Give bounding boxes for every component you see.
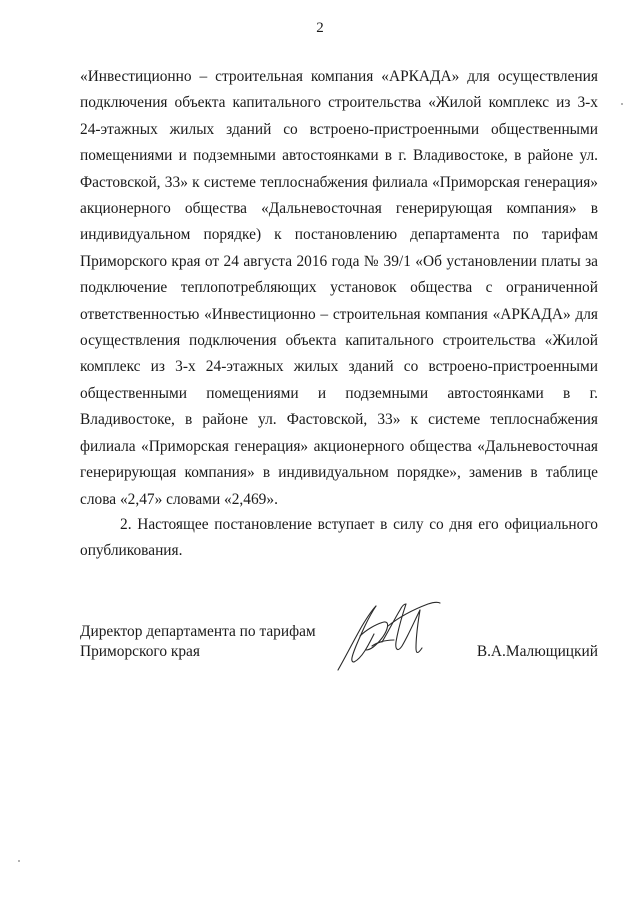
signatory-title-line-2: Приморского края — [80, 643, 200, 660]
signatory-name: В.А.Малющицкий — [476, 643, 598, 660]
handwritten-signature — [332, 596, 442, 676]
signatory-title-line-1: Директор департамента по тарифам — [80, 623, 316, 640]
page-number: 2 — [316, 20, 324, 36]
paragraph-2: 2. Настоящее постановление вступает в силу со дня его официального опубликования. — [80, 516, 598, 560]
scan-artifact — [18, 860, 20, 862]
paragraph-1 — [80, 64, 598, 513]
scan-artifact — [621, 103, 623, 105]
paragraph-1-text: «Инвестиционно – строительная компания «АРКАДА» для осуществления подключения объекта капитального строительства «Жилой комплекс из 3-х 24-этажных жилых зданий со встроено-пристроенными общественными помещениями и подземными автостоянками в г. Владивостоке, в районе ул. Фастовской, 33» к системе теплоснабжения филиала «Приморская генерация» акционерного общества «Дальневосточная генерирующая компания» в индивидуальном порядке) к постановлению департамента по тарифам Приморского края от 24 августа 2016 года № 39/1 «Об установлении платы за подключение теплопотребляющих установок общества с ограниченной ответственностью «Инвестиционно – строительная компания «АРКАДА» для осуществления подключения объекта капитального строительства «Жилой комплекс из 3-х 24-этажных жилых зданий со встроено-пристроенными общественными помещениями и подземными автостоянками в г. Владивостоке, в районе ул. Фастовской, 33» к системе теплоснабжения филиала «Приморская генерация» акционерного общества «Дальневосточная генерирующая компания» в индивидуальном порядке», заменив в таблице слова «2,47» словами «2,469». — [80, 68, 598, 508]
